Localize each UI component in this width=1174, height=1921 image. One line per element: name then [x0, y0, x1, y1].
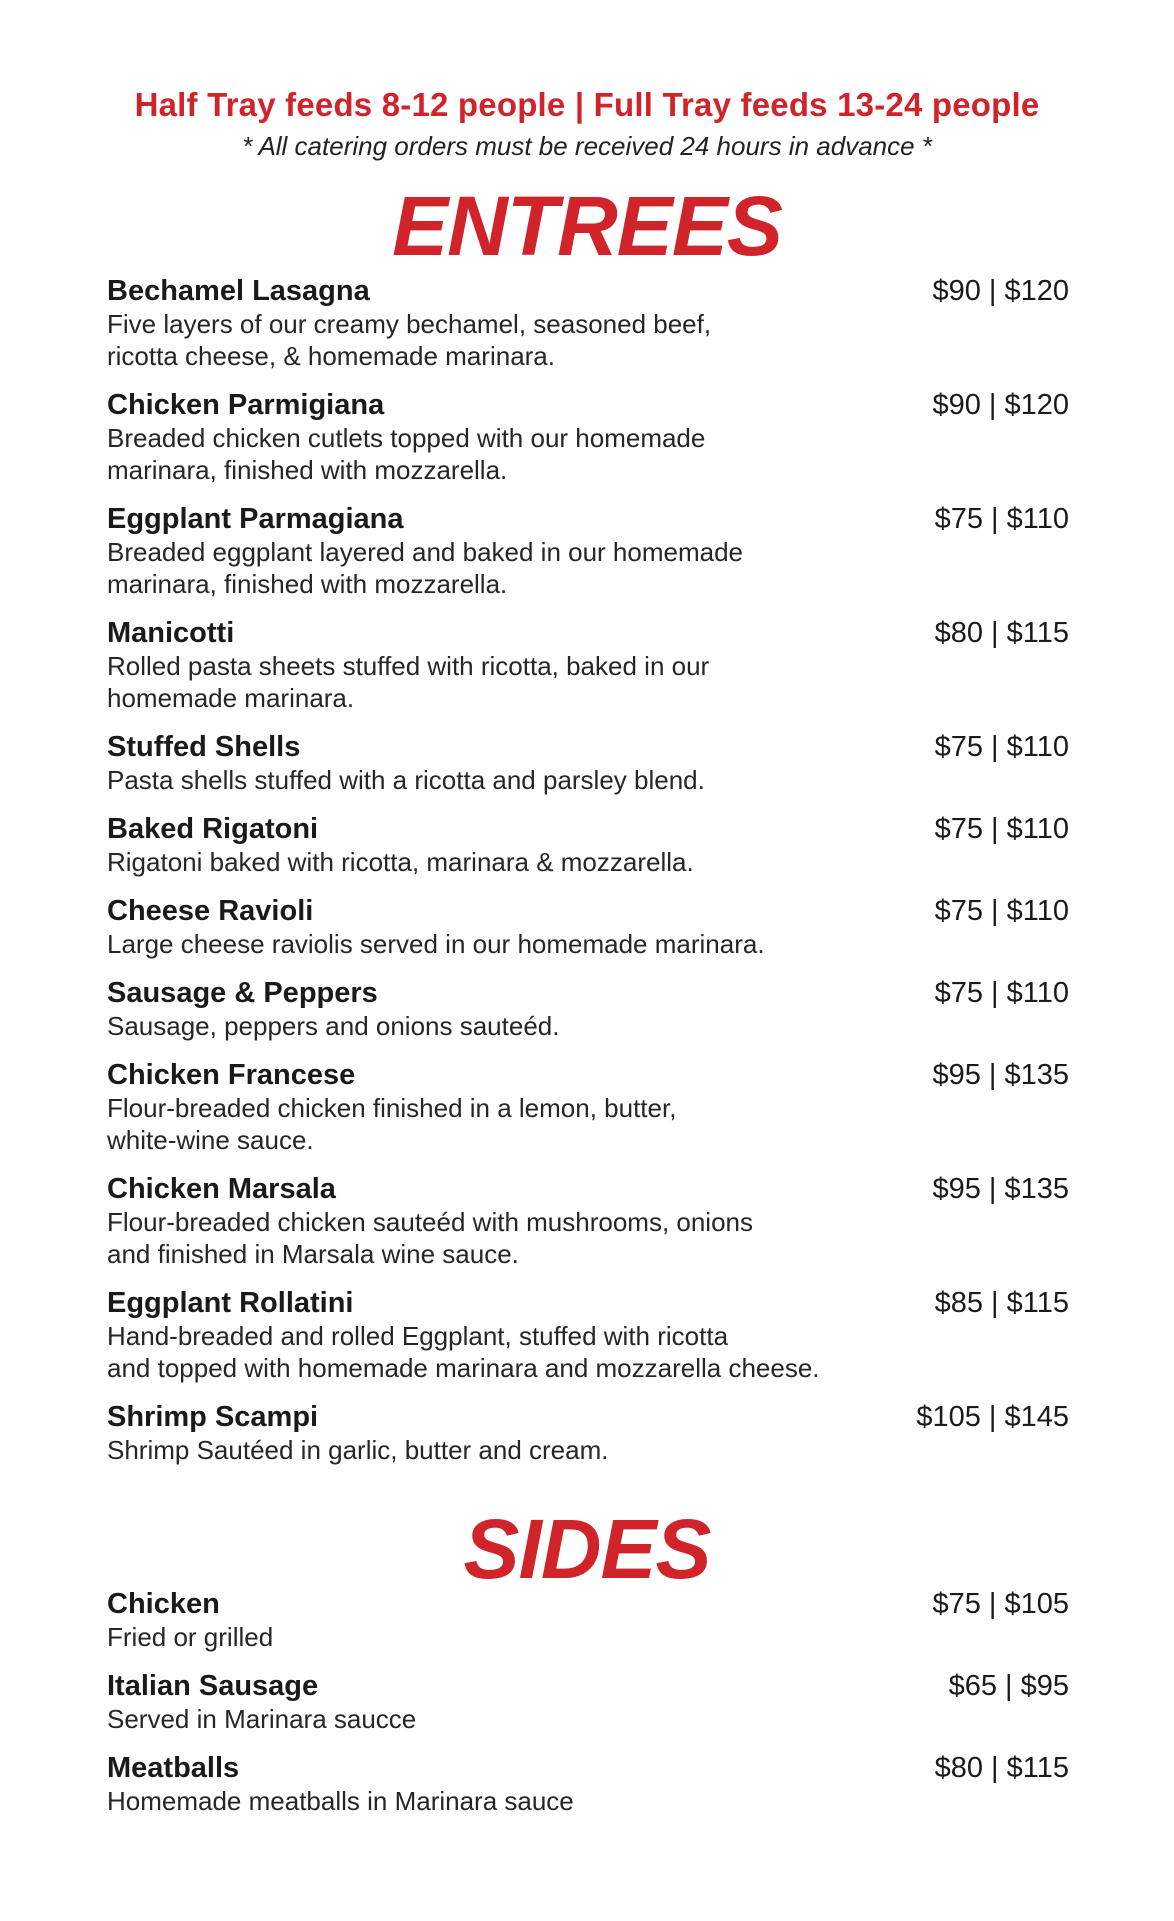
menu-item-name: Italian Sausage — [107, 1670, 319, 1702]
menu-item — [107, 1752, 1069, 1817]
menu-item-description: Pasta shells stuffed with a ricotta and parsley blend. — [107, 765, 705, 795]
menu-item — [107, 617, 1069, 714]
menu-item — [107, 1173, 1069, 1270]
menu-item — [107, 1287, 1069, 1384]
menu-item-name: Chicken Marsala — [107, 1173, 336, 1205]
menu-item — [107, 503, 1069, 600]
menu-item-price: $105 | $145 — [916, 1401, 1069, 1433]
entrees-list — [107, 275, 1069, 1466]
menu-item — [107, 1670, 1069, 1735]
menu-item — [107, 389, 1069, 486]
menu-item-description: white-wine sauce. — [107, 1125, 314, 1155]
menu-item-description: Fried or grilled — [107, 1622, 274, 1652]
menu-item-name: Shrimp Scampi — [107, 1401, 319, 1433]
menu-item-name: Meatballs — [107, 1752, 240, 1784]
menu-item-price: $75 | $110 — [934, 731, 1069, 763]
menu-item-description: Served in Marinara saucce — [107, 1704, 417, 1734]
menu-item-price: $95 | $135 — [932, 1173, 1069, 1205]
menu-item-description: Shrimp Sautéed in garlic, butter and cream. — [107, 1435, 609, 1465]
menu-item-name: Eggplant Rollatini — [107, 1287, 354, 1319]
menu-item — [107, 1401, 1069, 1466]
menu-item-description: homemade marinara. — [107, 683, 355, 713]
menu-item-description: Five layers of our creamy bechamel, seasoned beef, — [107, 309, 712, 339]
menu-item-description: Rolled pasta sheets stuffed with ricotta, baked in our — [107, 651, 710, 681]
menu-item-description: Flour-breaded chicken sauteéd with mushrooms, onions — [107, 1207, 754, 1237]
menu-item-description: Rigatoni baked with ricotta, marinara & mozzarella. — [107, 847, 694, 877]
menu-item-price: $80 | $115 — [934, 617, 1069, 649]
menu-item-price: $75 | $110 — [934, 813, 1069, 845]
menu-item — [107, 731, 1069, 796]
menu-item-description: Breaded chicken cutlets topped with our homemade — [107, 423, 706, 453]
menu-item-name: Chicken Parmigiana — [107, 389, 385, 421]
menu-item-price: $95 | $135 — [932, 1059, 1069, 1091]
menu-item-description: marinara, finished with mozzarella. — [107, 455, 508, 485]
sides-list — [107, 1588, 1069, 1817]
menu-item-name: Chicken Francese — [107, 1059, 356, 1091]
menu-item — [107, 977, 1069, 1042]
menu-item-name: Chicken — [107, 1588, 220, 1620]
menu-item-description: Flour-breaded chicken finished in a lemon, butter, — [107, 1093, 677, 1123]
menu-item-description: and topped with homemade marinara and mozzarella cheese. — [107, 1353, 820, 1383]
menu-item — [107, 813, 1069, 878]
menu-item-price: $75 | $110 — [934, 895, 1069, 927]
menu-item-price: $75 | $105 — [932, 1588, 1069, 1620]
menu-item-price: $80 | $115 — [934, 1752, 1069, 1784]
menu-item-price: $90 | $120 — [932, 275, 1069, 307]
menu-item-description: Hand-breaded and rolled Eggplant, stuffed with ricotta — [107, 1321, 729, 1351]
menu-item-description: Sausage, peppers and onions sauteéd. — [107, 1011, 560, 1041]
menu-item-description: ricotta cheese, & homemade marinara. — [107, 341, 555, 371]
advance-order-notice: * All catering orders must be received 24 hours in advance * — [242, 131, 932, 161]
menu-item-price: $90 | $120 — [932, 389, 1069, 421]
menu-item — [107, 895, 1069, 960]
menu-item-description: Large cheese raviolis served in our homemade marinara. — [107, 929, 765, 959]
menu-item — [107, 1059, 1069, 1156]
tray-size-banner: Half Tray feeds 8-12 people | Full Tray feeds 13-24 people — [134, 86, 1040, 123]
menu-item-name: Stuffed Shells — [107, 731, 301, 763]
menu-item-description: Homemade meatballs in Marinara sauce — [107, 1786, 574, 1816]
menu-item-name: Sausage & Peppers — [107, 977, 378, 1009]
menu-item-name: Manicotti — [107, 617, 235, 649]
menu-item-name: Eggplant Parmagiana — [107, 503, 404, 535]
menu-item-price: $75 | $110 — [934, 977, 1069, 1009]
menu-item — [107, 1588, 1069, 1653]
menu-item-name: Baked Rigatoni — [107, 813, 319, 845]
menu-item-description: and finished in Marsala wine sauce. — [107, 1239, 519, 1269]
sides-title: SIDES — [463, 1502, 711, 1596]
menu-item — [107, 275, 1069, 372]
menu-item-price: $85 | $115 — [934, 1287, 1069, 1319]
menu-item-description: marinara, finished with mozzarella. — [107, 569, 508, 599]
menu-item-description: Breaded eggplant layered and baked in our homemade — [107, 537, 744, 567]
menu-item-price: $65 | $95 — [948, 1670, 1069, 1702]
entrees-title: ENTREES — [392, 179, 782, 273]
menu-item-name: Bechamel Lasagna — [107, 275, 370, 307]
menu-item-price: $75 | $110 — [934, 503, 1069, 535]
menu-item-name: Cheese Ravioli — [107, 895, 314, 927]
